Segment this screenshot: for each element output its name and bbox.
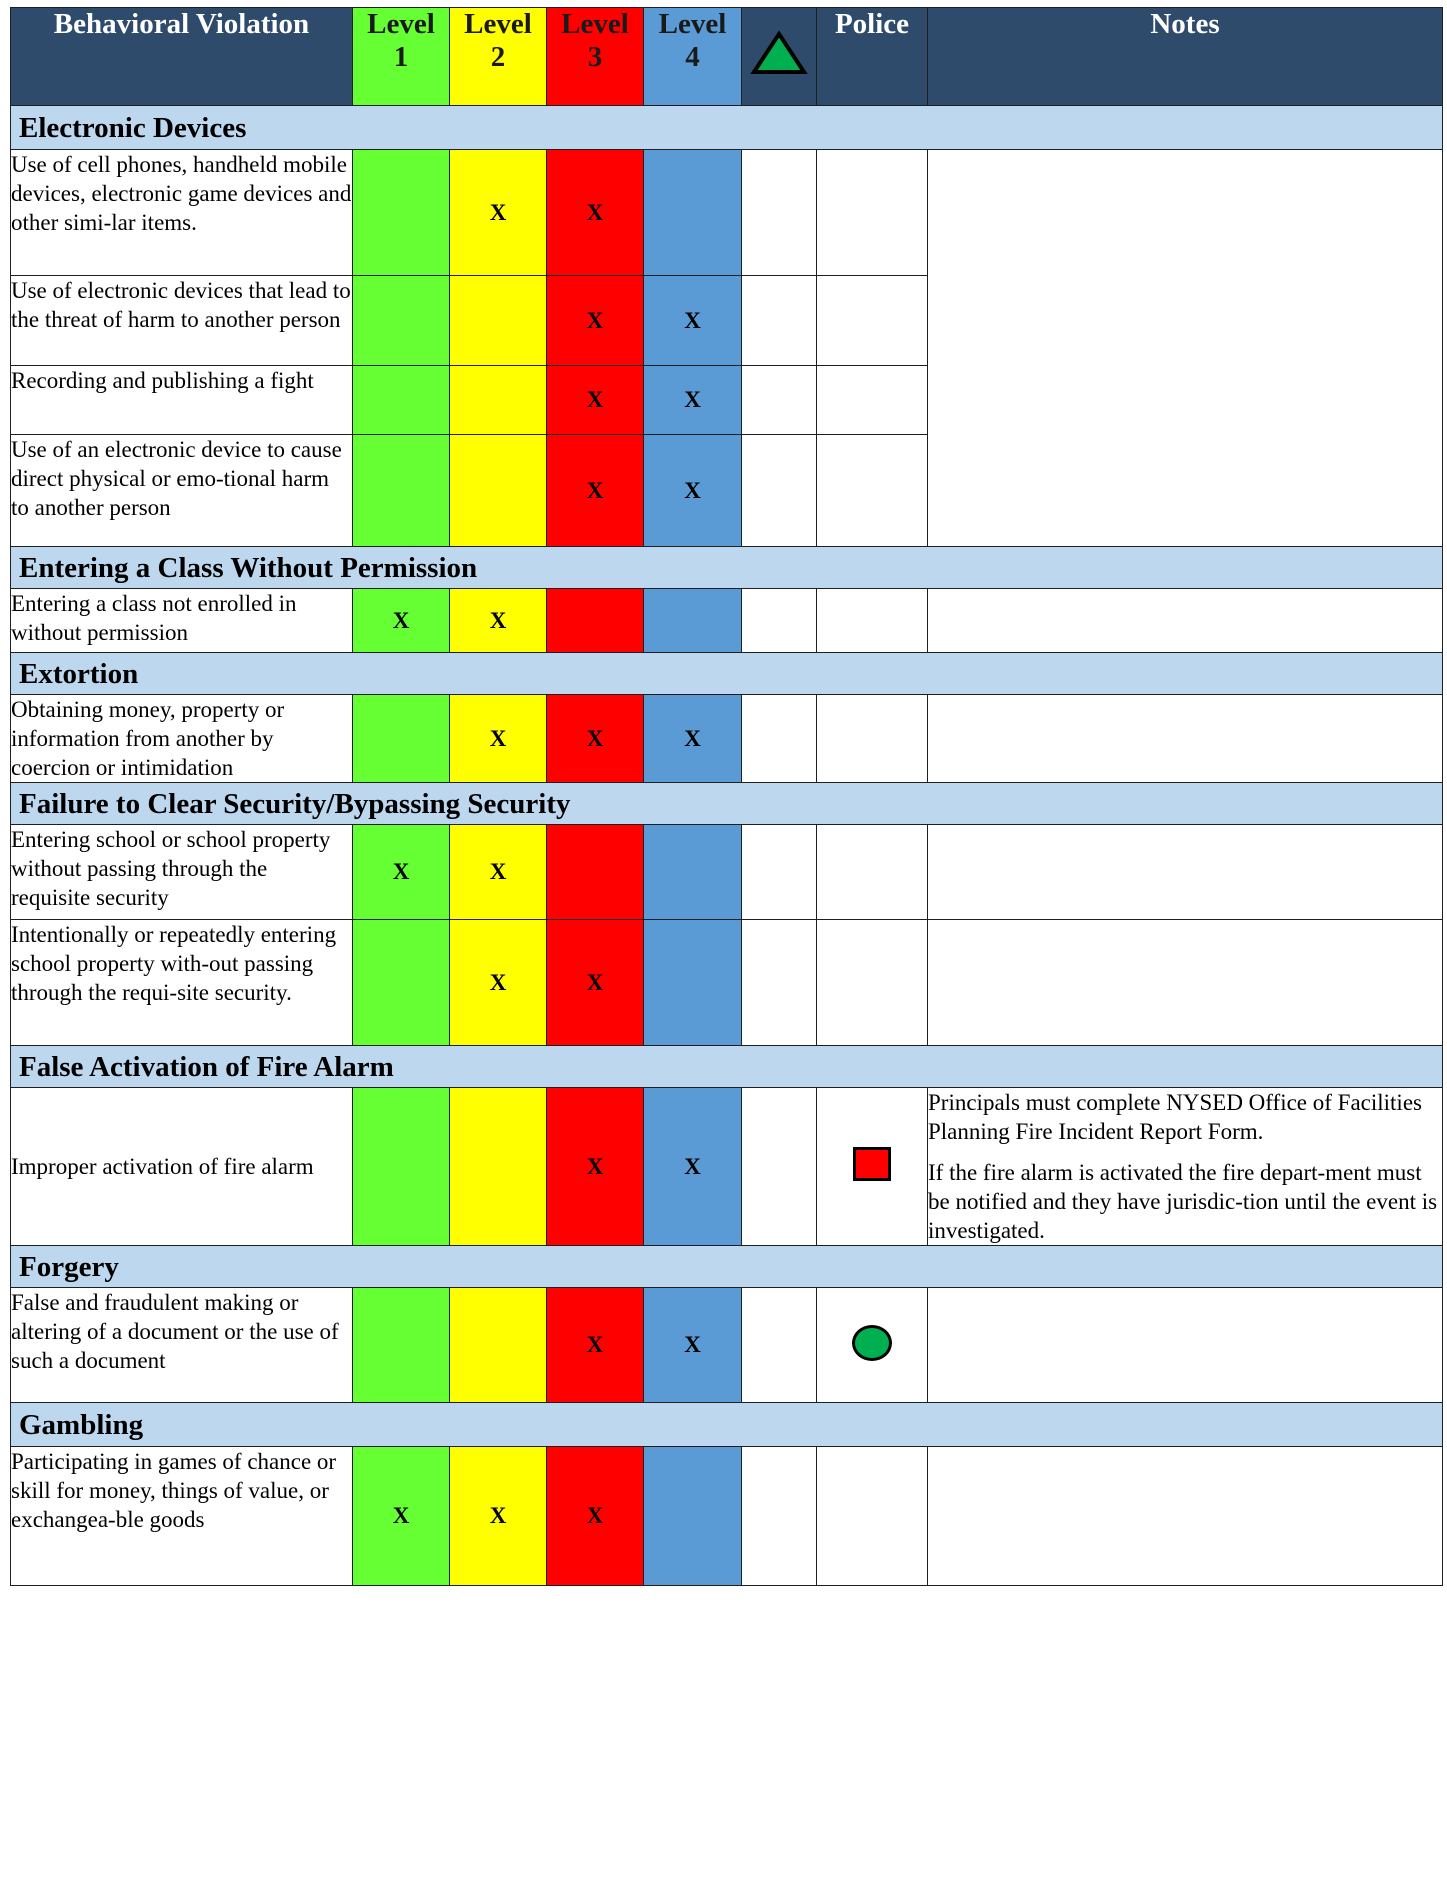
triangle-cell bbox=[742, 920, 817, 1046]
police-cell bbox=[817, 435, 928, 547]
level-4-cell bbox=[644, 589, 742, 653]
header-row bbox=[11, 8, 1443, 106]
violation-description: Use of electronic devices that lead to the threat of harm to another person bbox=[11, 276, 353, 366]
header-level-3 bbox=[547, 8, 644, 106]
note-text: If the fire alarm is activated the fire depart-ment must be notified and they have jurisdic-tion until the event is investigated. bbox=[928, 1160, 1438, 1243]
police-cell bbox=[817, 695, 928, 783]
level-3-cell: X bbox=[547, 1288, 644, 1403]
violation-description: Entering a class not enrolled in without permission bbox=[11, 589, 353, 653]
level-2-cell: X bbox=[450, 825, 547, 920]
notes-cell bbox=[928, 695, 1443, 783]
level-4-cell: X bbox=[644, 695, 742, 783]
triangle-cell bbox=[742, 589, 817, 653]
green-circle-icon bbox=[852, 1325, 892, 1361]
notes-cell bbox=[928, 920, 1443, 1046]
header-notes: Notes bbox=[928, 8, 1443, 106]
police-cell bbox=[817, 276, 928, 366]
police-cell bbox=[817, 920, 928, 1046]
level-4-cell: X bbox=[644, 1288, 742, 1403]
police-cell bbox=[817, 589, 928, 653]
header-level-4-number: 4 bbox=[685, 41, 700, 73]
header-level-2-number: 2 bbox=[490, 41, 506, 73]
header-level-4-word: Level bbox=[658, 8, 727, 40]
level-2-cell bbox=[450, 366, 547, 435]
level-2-cell: X bbox=[450, 695, 547, 783]
violation-description: Recording and publishing a fight bbox=[11, 366, 353, 435]
violation-row bbox=[11, 1288, 1443, 1403]
header-triangle bbox=[742, 8, 817, 106]
level-3-cell: X bbox=[547, 1088, 644, 1246]
notes-cell bbox=[928, 150, 1443, 547]
level-1-cell bbox=[353, 150, 450, 276]
level-1-cell: X bbox=[353, 1447, 450, 1586]
triangle-cell bbox=[742, 695, 817, 783]
category-title: Entering a Class Without Permission bbox=[11, 547, 1443, 589]
category-title: False Activation of Fire Alarm bbox=[11, 1046, 1443, 1088]
level-2-cell: X bbox=[450, 920, 547, 1046]
notes-cell bbox=[928, 1447, 1443, 1586]
violation-description: Improper activation of fire alarm bbox=[11, 1088, 353, 1246]
header-level-1-word: Level bbox=[367, 8, 435, 40]
violation-description: Entering school or school property without passing through the requisite security bbox=[11, 825, 353, 920]
level-3-cell: X bbox=[547, 435, 644, 547]
police-cell bbox=[817, 150, 928, 276]
level-2-cell: X bbox=[450, 589, 547, 653]
level-2-cell bbox=[450, 1288, 547, 1403]
category-title: Gambling bbox=[11, 1403, 1443, 1447]
category-title: Failure to Clear Security/Bypassing Security bbox=[11, 783, 1443, 825]
level-3-cell: X bbox=[547, 1447, 644, 1586]
category-row bbox=[11, 1046, 1443, 1088]
violation-row bbox=[11, 920, 1443, 1046]
header-behavioral-violation: Behavioral Violation bbox=[11, 8, 353, 106]
level-1-cell: X bbox=[353, 825, 450, 920]
level-4-cell bbox=[644, 1447, 742, 1586]
level-3-cell: X bbox=[547, 150, 644, 276]
header-level-2-word: Level bbox=[464, 8, 532, 40]
level-3-cell: X bbox=[547, 695, 644, 783]
notes-cell bbox=[928, 1288, 1443, 1403]
level-2-cell bbox=[450, 435, 547, 547]
level-3-cell bbox=[547, 589, 644, 653]
level-4-cell bbox=[644, 825, 742, 920]
level-2-cell: X bbox=[450, 1447, 547, 1586]
violation-description: Participating in games of chance or skill for money, things of value, or exchangea-ble goods bbox=[11, 1447, 353, 1586]
header-police: Police bbox=[817, 8, 928, 106]
violation-row bbox=[11, 1447, 1443, 1586]
category-row bbox=[11, 1403, 1443, 1447]
table-body bbox=[11, 106, 1443, 1586]
triangle-cell bbox=[742, 150, 817, 276]
category-title: Electronic Devices bbox=[11, 106, 1443, 150]
level-1-cell: X bbox=[353, 589, 450, 653]
police-cell bbox=[817, 1088, 928, 1246]
level-4-cell: X bbox=[644, 366, 742, 435]
header-level-4 bbox=[644, 8, 742, 106]
police-cell bbox=[817, 1288, 928, 1403]
violation-row bbox=[11, 695, 1443, 783]
category-row bbox=[11, 106, 1443, 150]
notes-cell bbox=[928, 1088, 1443, 1246]
level-2-cell: X bbox=[450, 150, 547, 276]
level-1-cell bbox=[353, 366, 450, 435]
category-title: Forgery bbox=[11, 1246, 1443, 1288]
header-level-1-number: 1 bbox=[393, 41, 409, 73]
notes-cell bbox=[928, 825, 1443, 920]
level-3-cell: X bbox=[547, 276, 644, 366]
police-cell bbox=[817, 1447, 928, 1586]
level-1-cell bbox=[353, 435, 450, 547]
violation-row bbox=[11, 1088, 1443, 1246]
police-cell bbox=[817, 825, 928, 920]
violation-description: Obtaining money, property or information from another by coercion or intimidation bbox=[11, 695, 353, 783]
level-4-cell: X bbox=[644, 1088, 742, 1246]
level-3-cell: X bbox=[547, 366, 644, 435]
header-level-3-number: 3 bbox=[587, 41, 603, 73]
level-2-cell bbox=[450, 276, 547, 366]
header-level-3-word: Level bbox=[561, 8, 629, 40]
level-1-cell bbox=[353, 920, 450, 1046]
violation-matrix-table bbox=[10, 7, 1443, 1586]
violation-row bbox=[11, 150, 1443, 276]
level-1-cell bbox=[353, 1088, 450, 1246]
triangle-cell bbox=[742, 825, 817, 920]
violation-description: False and fraudulent making or altering of a document or the use of such a document bbox=[11, 1288, 353, 1403]
notes-cell bbox=[928, 589, 1443, 653]
green-triangle-icon bbox=[750, 30, 808, 76]
header-level-2 bbox=[450, 8, 547, 106]
triangle-cell bbox=[742, 1447, 817, 1586]
level-1-cell bbox=[353, 276, 450, 366]
header-level-1 bbox=[353, 8, 450, 106]
triangle-cell bbox=[742, 1288, 817, 1403]
level-4-cell bbox=[644, 920, 742, 1046]
triangle-cell bbox=[742, 276, 817, 366]
level-3-cell bbox=[547, 825, 644, 920]
violation-description: Use of cell phones, handheld mobile devices, electronic game devices and other simi-lar items. bbox=[11, 150, 353, 276]
level-4-cell: X bbox=[644, 276, 742, 366]
violation-row bbox=[11, 589, 1443, 653]
level-4-cell: X bbox=[644, 435, 742, 547]
level-4-cell bbox=[644, 150, 742, 276]
police-cell bbox=[817, 366, 928, 435]
category-row bbox=[11, 1246, 1443, 1288]
violation-description: Intentionally or repeatedly entering school property with-out passing through the requi-site security. bbox=[11, 920, 353, 1046]
triangle-cell bbox=[742, 1088, 817, 1246]
category-row bbox=[11, 653, 1443, 695]
level-3-cell: X bbox=[547, 920, 644, 1046]
triangle-cell bbox=[742, 366, 817, 435]
violation-row bbox=[11, 825, 1443, 920]
category-row bbox=[11, 783, 1443, 825]
category-row bbox=[11, 547, 1443, 589]
level-1-cell bbox=[353, 1288, 450, 1403]
note-text: Principals must complete NYSED Office of Facilities Planning Fire Incident Report Form. bbox=[928, 1090, 1422, 1144]
level-1-cell bbox=[353, 695, 450, 783]
triangle-cell bbox=[742, 435, 817, 547]
red-square-icon bbox=[853, 1147, 891, 1181]
category-title: Extortion bbox=[11, 653, 1443, 695]
violation-description: Use of an electronic device to cause direct physical or emo-tional harm to another person bbox=[11, 435, 353, 547]
level-2-cell bbox=[450, 1088, 547, 1246]
